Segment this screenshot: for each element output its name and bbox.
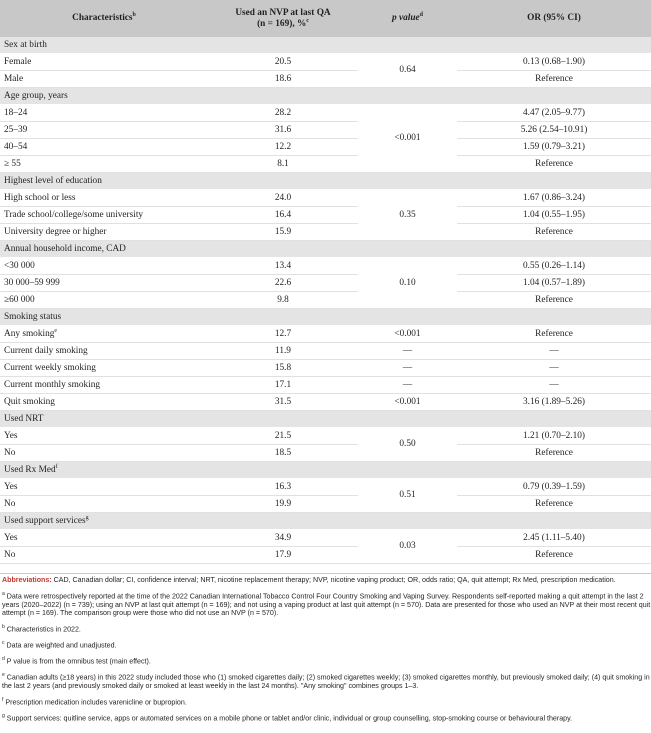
section-header-row — [0, 462, 651, 479]
footnote: $^b$ Characteristics in 2022. — [2, 623, 81, 634]
odds-ratio-cell: 0.55 (0.26–1.14) — [457, 258, 651, 275]
section-title: Age group, years — [0, 88, 651, 105]
table-row — [0, 224, 651, 241]
footnote: $^c$ Data are weighted and unadjusted. — [2, 639, 117, 650]
p-value-cell: 0.10 — [358, 258, 457, 309]
nvp-percent-cell: 28.2 — [208, 105, 358, 122]
table-header-row — [0, 0, 651, 37]
header-p-value: p value$^d$ — [358, 0, 457, 37]
nvp-percent-cell: 22.6 — [208, 275, 358, 292]
odds-ratio-cell: Reference — [457, 326, 651, 343]
nvp-percent-cell: 34.9 — [208, 530, 358, 547]
nvp-percent-cell: 31.5 — [208, 394, 358, 411]
row-label: University degree or higher — [0, 224, 208, 241]
section-header-row — [0, 173, 651, 190]
p-value-cell: — — [358, 377, 457, 394]
odds-ratio-cell: Reference — [457, 156, 651, 173]
odds-ratio-cell: Reference — [457, 224, 651, 241]
p-value-cell: — — [358, 343, 457, 360]
odds-ratio-cell: 4.47 (2.05–9.77) — [457, 105, 651, 122]
section-title: Used NRT — [0, 411, 651, 428]
nvp-percent-cell: 20.5 — [208, 54, 358, 71]
row-label: No — [0, 445, 208, 462]
row-label: Yes — [0, 479, 208, 496]
table-row — [0, 394, 651, 411]
row-label: 18–24 — [0, 105, 208, 122]
row-label: ≥60 000 — [0, 292, 208, 309]
nvp-percent-cell: 24.0 — [208, 190, 358, 207]
nvp-percent-cell: 31.6 — [208, 122, 358, 139]
odds-ratio-cell: 1.04 (0.55–1.95) — [457, 207, 651, 224]
nvp-percent-cell: 17.9 — [208, 547, 358, 564]
table-row — [0, 71, 651, 88]
table-row — [0, 190, 651, 207]
table-row — [0, 377, 651, 394]
table-row — [0, 258, 651, 275]
footnote-list — [0, 591, 651, 723]
row-label: 40–54 — [0, 139, 208, 156]
p-value-cell: 0.03 — [358, 530, 457, 564]
table-row — [0, 479, 651, 496]
nvp-percent-cell: 8.1 — [208, 156, 358, 173]
odds-ratio-cell: Reference — [457, 292, 651, 309]
odds-ratio-cell: 1.59 (0.79–3.21) — [457, 139, 651, 156]
nvp-percent-cell: 15.8 — [208, 360, 358, 377]
odds-ratio-cell: Reference — [457, 71, 651, 88]
row-label: 30 000–59 999 — [0, 275, 208, 292]
table-row — [0, 445, 651, 462]
row-label: Current weekly smoking — [0, 360, 208, 377]
odds-ratio-cell: Reference — [457, 445, 651, 462]
table-row — [0, 105, 651, 122]
odds-ratio-cell: 1.67 (0.86–3.24) — [457, 190, 651, 207]
row-label: Current monthly smoking — [0, 377, 208, 394]
p-value-cell: 0.50 — [358, 428, 457, 462]
nvp-percent-cell: 9.8 — [208, 292, 358, 309]
odds-ratio-cell: Reference — [457, 547, 651, 564]
table-row — [0, 122, 651, 139]
table-row — [0, 547, 651, 564]
nvp-percent-cell: 21.5 — [208, 428, 358, 445]
table-row — [0, 530, 651, 547]
odds-ratio-cell: 0.79 (0.39–1.59) — [457, 479, 651, 496]
nvp-percent-cell: 13.4 — [208, 258, 358, 275]
footnote: $^g$ Support services: quitline service, apps or automated services on a mobile phone or tablet and/or clinic, individual or group counselling, stop-smoking course or behavioural therapy. — [2, 712, 573, 722]
odds-ratio-cell: 2.45 (1.11–5.40) — [457, 530, 651, 547]
row-label: No — [0, 547, 208, 564]
footnote: $^e$ Canadian adults (≥18 years) in this 2022 study included those who (1) smoked cigarettes daily; (2) smoked cigarettes weekly; (3) smoked cigarettes monthly, but previously smoked daily; (4) quit smoking in the last 2 years (and previously smoked daily or smoked at least weekly in the last 24 months). "Any smoking" combines groups 1–3. — [2, 671, 650, 690]
odds-ratio-cell: 5.26 (2.54–10.91) — [457, 122, 651, 139]
nvp-percent-cell: 18.5 — [208, 445, 358, 462]
nvp-percent-cell: 16.4 — [208, 207, 358, 224]
p-value-cell: — — [358, 360, 457, 377]
row-label: Trade school/college/some university — [0, 207, 208, 224]
table-row — [0, 275, 651, 292]
header-used-nvp: Used an NVP at last QA (n = 169), %$^c$ — [208, 0, 358, 37]
table-row — [0, 343, 651, 360]
nvp-percent-cell: 12.7 — [208, 326, 358, 343]
section-header-row — [0, 309, 651, 326]
nvp-percent-cell: 12.2 — [208, 139, 358, 156]
p-value-cell: 0.64 — [358, 54, 457, 88]
row-label: Quit smoking — [0, 394, 208, 411]
row-label: Yes — [0, 428, 208, 445]
section-title: Used support services$^g$ — [0, 513, 651, 530]
table-row — [0, 360, 651, 377]
section-title: Smoking status — [0, 309, 651, 326]
odds-ratio-cell: — — [457, 343, 651, 360]
footnote: $^a$ Data were retrospectively reported at the time of the 2022 Canadian International Tobacco Control Four Country Smoking and Vaping Survey. Respondents self-reported making a quit attempt in the last 2 years (2020–2022) (n = 739); using an NVP at last quit attempt (n = 169); and not using a vaping product at last quit attempt (n = 570). Data are presented for those who used an NVP at their most recent quit attempt (n = 169). The comparison group were those who did not use an NVP (n = 570). — [2, 590, 651, 618]
table-row — [0, 326, 651, 343]
header-odds-ratio: OR (95% CI) — [457, 0, 651, 37]
table-row — [0, 139, 651, 156]
footnote: $^d$ P value is from the omnibus test (main effect). — [2, 655, 151, 666]
nvp-percent-cell: 15.9 — [208, 224, 358, 241]
abbreviations-note: Abbreviations: CAD, Canadian dollar; CI, confidence interval; NRT, nicotine replacement therapy; NVP, nicotine vaping product; OR, odds ratio; QA, quit attempt; Rx Med, prescription medication. — [0, 573, 651, 585]
nvp-percent-cell: 18.6 — [208, 71, 358, 88]
p-value-cell: <0.001 — [358, 105, 457, 173]
table-row — [0, 496, 651, 513]
section-header-row — [0, 88, 651, 105]
section-title: Annual household income, CAD — [0, 241, 651, 258]
table-row — [0, 54, 651, 71]
p-value-cell: <0.001 — [358, 394, 457, 411]
odds-ratio-cell: 0.13 (0.68–1.90) — [457, 54, 651, 71]
row-label: No — [0, 496, 208, 513]
odds-ratio-cell: 1.04 (0.57–1.89) — [457, 275, 651, 292]
table-notes — [0, 573, 651, 729]
section-header-row — [0, 513, 651, 530]
row-label: Any smoking$^e$ — [0, 326, 208, 343]
odds-ratio-cell: 1.21 (0.70–2.10) — [457, 428, 651, 445]
odds-ratio-cell: 3.16 (1.89–5.26) — [457, 394, 651, 411]
row-label: <30 000 — [0, 258, 208, 275]
odds-ratio-cell: — — [457, 377, 651, 394]
nvp-percent-cell: 19.9 — [208, 496, 358, 513]
row-label: 25–39 — [0, 122, 208, 139]
section-title: Highest level of education — [0, 173, 651, 190]
header-characteristics: Characteristics$^b$ — [0, 0, 208, 37]
row-label: ≥ 55 — [0, 156, 208, 173]
section-header-row — [0, 241, 651, 258]
nvp-percent-cell: 11.9 — [208, 343, 358, 360]
footnote: $^f$ Prescription medication includes varenicline or bupropion. — [2, 696, 187, 706]
row-label: High school or less — [0, 190, 208, 207]
section-header-row — [0, 37, 651, 54]
row-label: Current daily smoking — [0, 343, 208, 360]
table-row — [0, 156, 651, 173]
p-value-cell: 0.35 — [358, 190, 457, 241]
row-label: Female — [0, 54, 208, 71]
section-header-row — [0, 411, 651, 428]
table-row — [0, 428, 651, 445]
nvp-percent-cell: 17.1 — [208, 377, 358, 394]
odds-ratio-cell: — — [457, 360, 651, 377]
p-value-cell: 0.51 — [358, 479, 457, 513]
odds-ratio-cell: Reference — [457, 496, 651, 513]
table-row — [0, 292, 651, 309]
nvp-percent-cell: 16.3 — [208, 479, 358, 496]
row-label: Male — [0, 71, 208, 88]
section-title: Used Rx Med$^f$ — [0, 462, 651, 479]
row-label: Yes — [0, 530, 208, 547]
p-value-cell: <0.001 — [358, 326, 457, 343]
table-row — [0, 207, 651, 224]
section-title: Sex at birth — [0, 37, 651, 54]
